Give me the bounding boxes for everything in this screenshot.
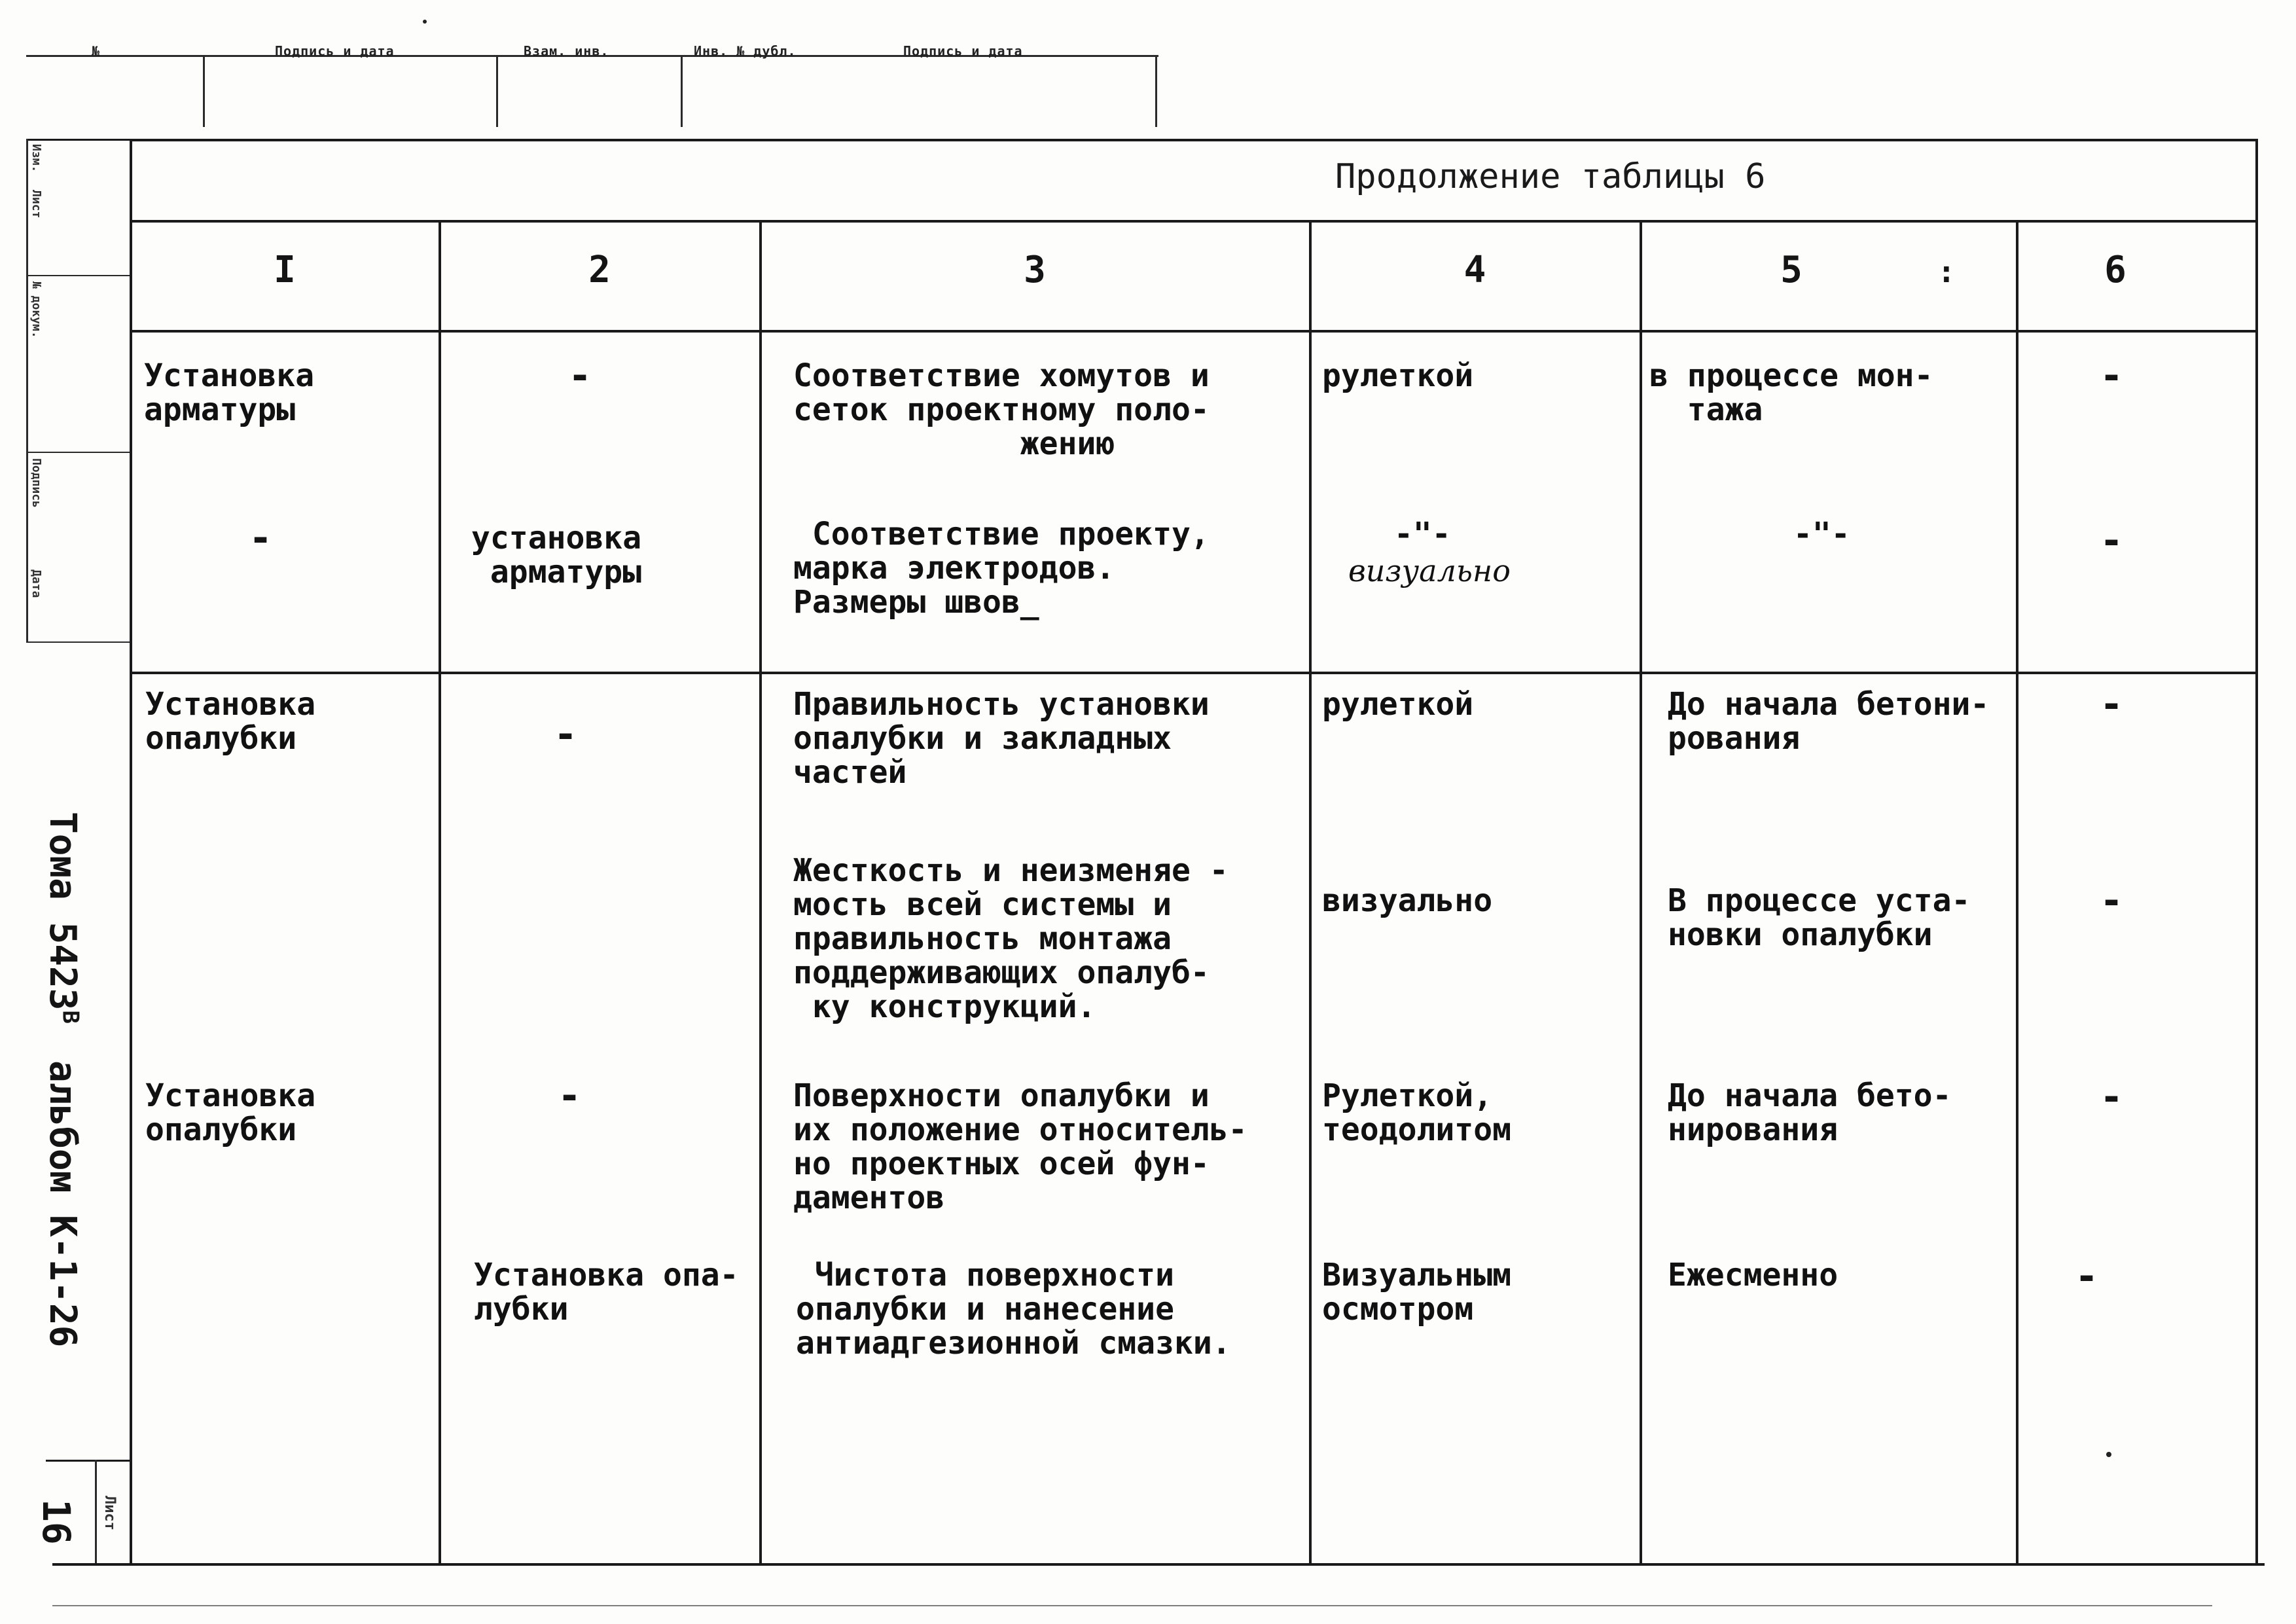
stamp-divider	[1155, 55, 1157, 127]
header-col-5: 5	[1780, 249, 1803, 291]
stamp-divider	[203, 55, 205, 127]
row5-col4: Рулеткой, теодолитом	[1322, 1077, 1511, 1148]
row4-col3: Жесткость и неизменяе - мость всей системы и правильность монтажа поддерживающих опалуб- ку конструкций.	[793, 852, 1229, 1025]
table-top-border	[130, 139, 2257, 141]
column-line-1	[439, 220, 441, 1564]
margin-label-signature: Подпись	[29, 458, 43, 508]
row2-col4-handwritten: визуально	[1348, 553, 1511, 588]
row6-col5: Ежесменно	[1668, 1257, 1839, 1293]
header-col-4: 4	[1463, 249, 1486, 291]
row2-col2: установка арматуры	[471, 520, 642, 590]
row6-col2: Установка опа- лубки	[474, 1257, 739, 1327]
stamp-label-duplicate: Инв. № дубл.	[694, 43, 797, 59]
table-left-border	[130, 139, 132, 1566]
table-caption: Продолжение таблицы 6	[1335, 157, 1766, 196]
row1-col5: в процессе мон- тажа	[1649, 357, 1933, 428]
header-top-border	[130, 220, 2257, 223]
page-bottom-rule	[52, 1605, 2212, 1606]
row5-col6: -	[2100, 1074, 2124, 1120]
row3-col1: Установка опалубки	[145, 686, 316, 757]
column-line-2	[759, 220, 762, 1564]
scan-speck	[423, 20, 427, 24]
table-bottom-border	[52, 1563, 2265, 1566]
stamp-label-signature: Подпись и дата	[275, 43, 395, 59]
column-line-3	[1309, 220, 1312, 1564]
table-right-border	[2255, 139, 2258, 1566]
margin-rule	[26, 641, 131, 643]
margin-top-line	[26, 139, 131, 141]
header-col-6: 6	[2104, 249, 2126, 291]
header-col-1: I	[274, 249, 296, 291]
header-colon: :	[1937, 254, 1956, 289]
margin-rule	[26, 275, 131, 276]
row2-col3: Соответствие проекту, марка электродов. Размеры швов_	[793, 516, 1210, 621]
row2-col5-ditto: -"-	[1793, 516, 1850, 552]
album-title: альбом К-1-26	[41, 1060, 84, 1348]
row2-col4-ditto: -"-	[1394, 516, 1451, 552]
margin-label-sheet: Лист	[29, 190, 43, 219]
row5-col5: До начала бето- нирования	[1668, 1077, 1952, 1148]
row3-col6: -	[2100, 681, 2124, 727]
column-line-5	[2016, 220, 2018, 1564]
stamp-label-signature-2: Подпись и дата	[903, 43, 1023, 59]
stamp-label-number: №	[92, 43, 101, 59]
stamp-divider	[681, 55, 683, 127]
margin-rule	[26, 452, 131, 453]
header-col-2: 2	[588, 249, 611, 291]
row1-col6: -	[2100, 353, 2124, 399]
stamp-label-replacement: Взам. инв.	[524, 43, 609, 59]
row1-col2: -	[568, 353, 592, 399]
row5-col3: Поверхности опалубки и их положение относитель- но проектных осей фун- даментов	[793, 1077, 1247, 1216]
sheet-number: 16	[34, 1499, 79, 1545]
row1-col1: Установка арматуры	[144, 357, 315, 428]
row6-col3: Чистота поверхности опалубки и нанесение антиадгезионной смазки.	[796, 1257, 1231, 1362]
row4-col5: В процессе уста- новки опалубки	[1668, 882, 1971, 953]
section-divider	[130, 672, 2257, 674]
row3-col3: Правильность установки опалубки и закладных частей	[793, 686, 1210, 791]
scan-speck	[2106, 1452, 2111, 1457]
column-line-4	[1640, 220, 1642, 1564]
row2-col6: -	[2100, 518, 2124, 564]
row1-col4: рулеткой	[1322, 357, 1474, 394]
header-col-3: 3	[1024, 249, 1046, 291]
volume-title: Тома $5423^В$	[41, 812, 84, 1024]
row1-col3: Соответствие хомутов и сеток проектному поло- жению	[793, 357, 1210, 462]
row2-col1: -	[249, 515, 273, 561]
margin-label-date: Дата	[29, 569, 43, 598]
row3-col4: рулеткой	[1322, 686, 1474, 723]
margin-label-document: № докум.	[29, 281, 43, 338]
row4-col6: -	[2100, 878, 2124, 924]
stamp-divider	[496, 55, 498, 127]
margin-label-change: Изм.	[29, 144, 43, 173]
row5-col2: -	[558, 1073, 582, 1119]
row6-col6: -	[2075, 1254, 2099, 1299]
row3-col5: До начала бетони- рования	[1668, 686, 1990, 757]
sheet-label: Лист	[101, 1496, 118, 1530]
header-bottom-border	[130, 330, 2257, 333]
row6-col4: Визуальным осмотром	[1322, 1257, 1511, 1327]
sheet-box-divider	[95, 1460, 97, 1564]
row3-col2: -	[554, 712, 578, 757]
row5-col1: Установка опалубки	[145, 1077, 316, 1148]
margin-left-line	[26, 139, 28, 643]
sheet-box-top	[46, 1460, 131, 1462]
row4-col4: визуально	[1322, 882, 1493, 919]
